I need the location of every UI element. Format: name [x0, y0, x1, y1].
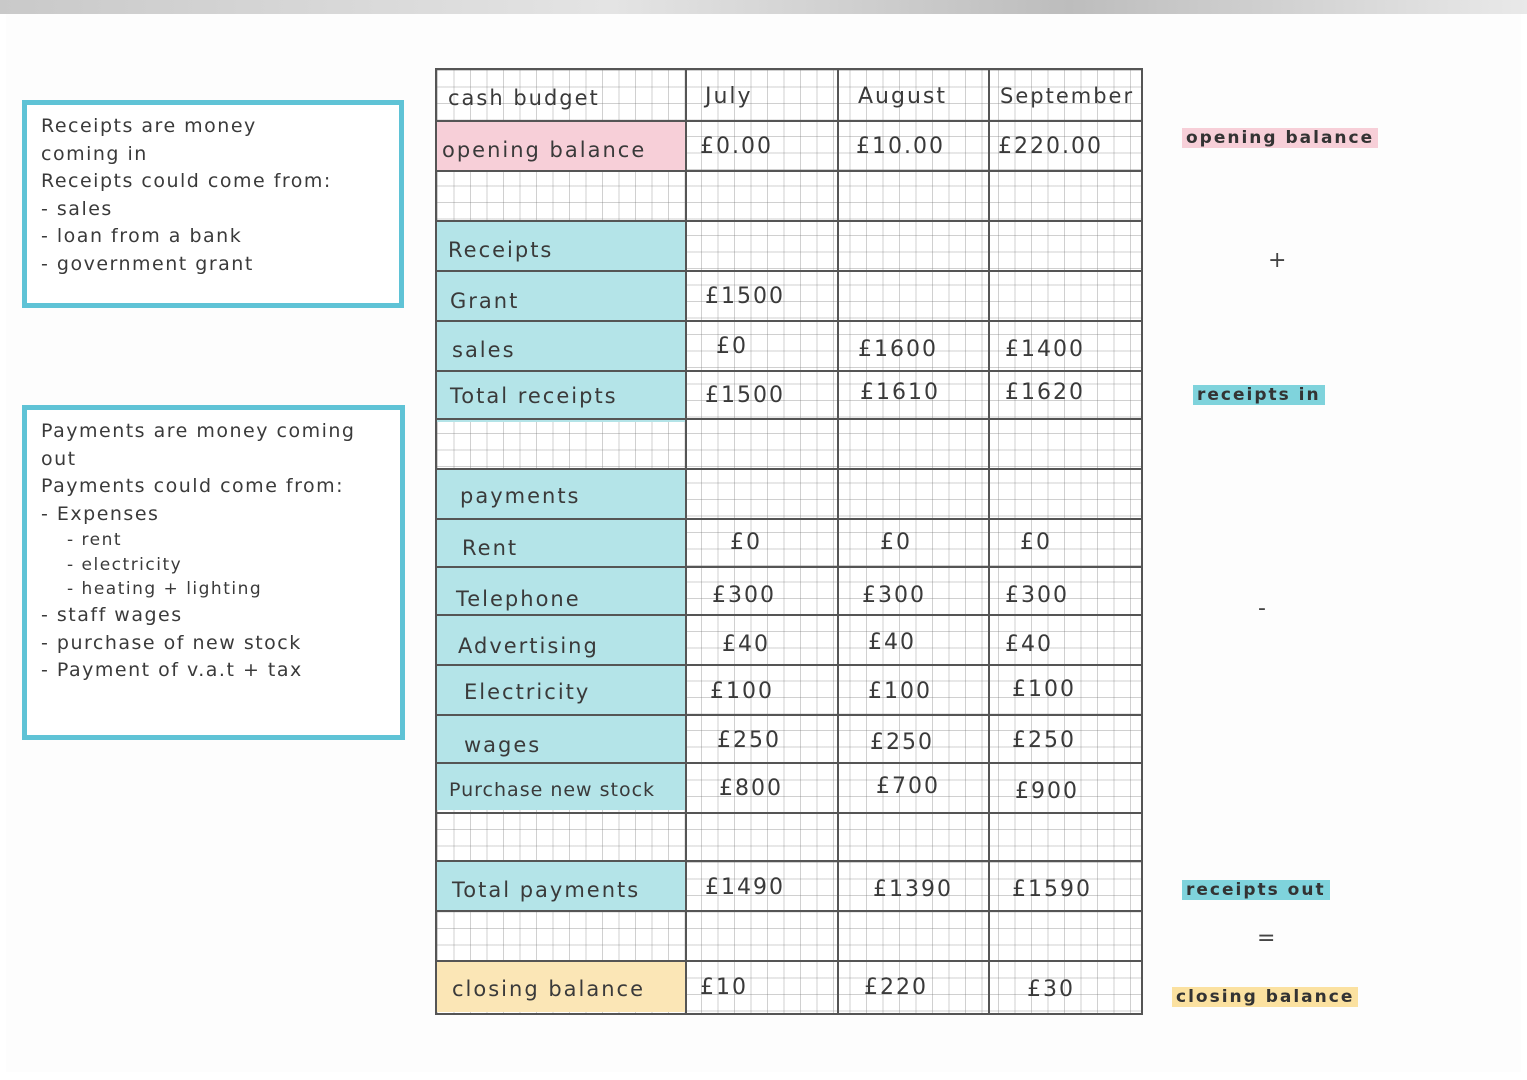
row-divider	[435, 664, 1143, 666]
rent-label: Rent	[462, 536, 519, 560]
column-divider	[988, 68, 990, 1015]
legend-receipts-in: receipts in	[1193, 385, 1325, 405]
column-divider	[837, 68, 839, 1015]
receipts-note-line3: Receipts could come from:	[41, 170, 332, 193]
row-divider	[435, 714, 1143, 716]
payments-expenses: - Expenses	[41, 502, 160, 525]
grant-july: £1500	[705, 284, 785, 309]
payments-note-line1: Payments are money coming	[41, 420, 356, 442]
receipts-note-line1: Receipts are money	[41, 115, 257, 137]
receipts-item: - government grant	[41, 252, 254, 275]
purchase-july: £800	[719, 776, 783, 801]
total-receipts-july: £1500	[705, 383, 785, 408]
header-label: cash budget	[448, 86, 600, 110]
sales-label: sales	[452, 338, 516, 362]
telephone-label: Telephone	[456, 587, 581, 611]
electricity-july: £100	[710, 679, 774, 704]
payments-sub-item: - electricity	[67, 554, 183, 575]
row-divider	[435, 370, 1143, 372]
receipts-heading: Receipts	[448, 238, 554, 262]
payments-item: - purchase of new stock	[41, 631, 302, 654]
total-payments-july: £1490	[705, 875, 785, 900]
total-receipts-september: £1620	[1005, 380, 1085, 405]
row-divider	[435, 220, 1143, 222]
telephone-september: £300	[1005, 583, 1069, 608]
total-receipts-label: Total receipts	[450, 384, 618, 408]
opening-september: £220.00	[998, 134, 1103, 159]
receipts-item: - sales	[41, 197, 113, 220]
payments-note-line2: out	[41, 447, 77, 470]
closing-july: £10	[700, 975, 748, 1000]
closing-balance-label: closing balance	[452, 977, 645, 1001]
electricity-label: Electricity	[464, 680, 591, 704]
opening-july: £0.00	[700, 134, 773, 159]
row-divider	[435, 614, 1143, 616]
closing-august: £220	[864, 975, 928, 1000]
wages-september: £250	[1012, 728, 1076, 753]
month-july: July	[705, 84, 753, 109]
advertising-august: £40	[868, 630, 916, 655]
receipts-note-line2: coming in	[41, 142, 148, 165]
purchase-september: £900	[1015, 779, 1079, 804]
row-divider	[435, 418, 1143, 420]
row-divider	[435, 170, 1143, 172]
row-divider	[435, 518, 1143, 520]
legend-closing-balance: closing balance	[1172, 987, 1358, 1007]
purchase-label: Purchase new stock	[449, 779, 656, 801]
row-divider	[435, 812, 1143, 814]
month-september: September	[1000, 84, 1135, 108]
closing-september: £30	[1027, 977, 1075, 1002]
rent-august: £0	[880, 530, 912, 555]
sales-july: £0	[716, 334, 748, 359]
row-divider	[435, 762, 1143, 764]
wages-label: wages	[464, 733, 542, 757]
advertising-label: Advertising	[458, 634, 599, 658]
legend-plus: +	[1268, 248, 1287, 273]
rent-july: £0	[730, 530, 762, 555]
sales-august: £1600	[858, 337, 938, 362]
row-divider	[435, 270, 1143, 272]
opening-balance-label: opening balance	[442, 138, 647, 162]
telephone-august: £300	[862, 583, 926, 608]
total-payments-september: £1590	[1012, 877, 1092, 902]
total-payments-august: £1390	[873, 877, 953, 902]
month-august: August	[858, 84, 947, 109]
receipts-note	[22, 100, 404, 308]
advertising-july: £40	[722, 632, 770, 657]
payments-note-line3: Payments could come from:	[41, 475, 345, 498]
row-divider	[435, 120, 1143, 122]
receipts-item: - loan from a bank	[41, 225, 243, 248]
total-payments-label: Total payments	[452, 878, 641, 902]
legend-opening-balance: opening balance	[1182, 128, 1378, 148]
row-divider	[435, 960, 1143, 962]
legend-receipts-out: receipts out	[1182, 880, 1330, 900]
row-divider	[435, 910, 1143, 912]
column-divider	[685, 68, 687, 1015]
payments-sub-item: - rent	[67, 530, 123, 551]
total-receipts-august: £1610	[860, 380, 940, 405]
payments-heading: payments	[460, 484, 581, 508]
row-divider	[435, 320, 1143, 322]
opening-august: £10.00	[856, 134, 945, 159]
purchase-august: £700	[876, 774, 940, 799]
telephone-july: £300	[712, 583, 776, 608]
row-divider	[435, 468, 1143, 470]
payments-item: - staff wages	[41, 604, 183, 627]
rent-september: £0	[1020, 530, 1052, 555]
electricity-september: £100	[1012, 677, 1076, 702]
payments-sub-item: - heating + lighting	[67, 579, 263, 600]
wages-august: £250	[870, 730, 934, 755]
photo-edge	[0, 0, 1527, 14]
row-divider	[435, 860, 1143, 862]
wages-july: £250	[717, 728, 781, 753]
advertising-september: £40	[1005, 632, 1053, 657]
payments-item: - Payment of v.a.t + tax	[41, 659, 303, 682]
legend-equals: =	[1257, 926, 1276, 951]
row-divider	[435, 566, 1143, 568]
payments-note	[22, 405, 405, 740]
legend-minus: -	[1258, 596, 1266, 621]
electricity-august: £100	[868, 679, 932, 704]
grant-label: Grant	[450, 289, 520, 313]
sales-september: £1400	[1005, 337, 1085, 362]
